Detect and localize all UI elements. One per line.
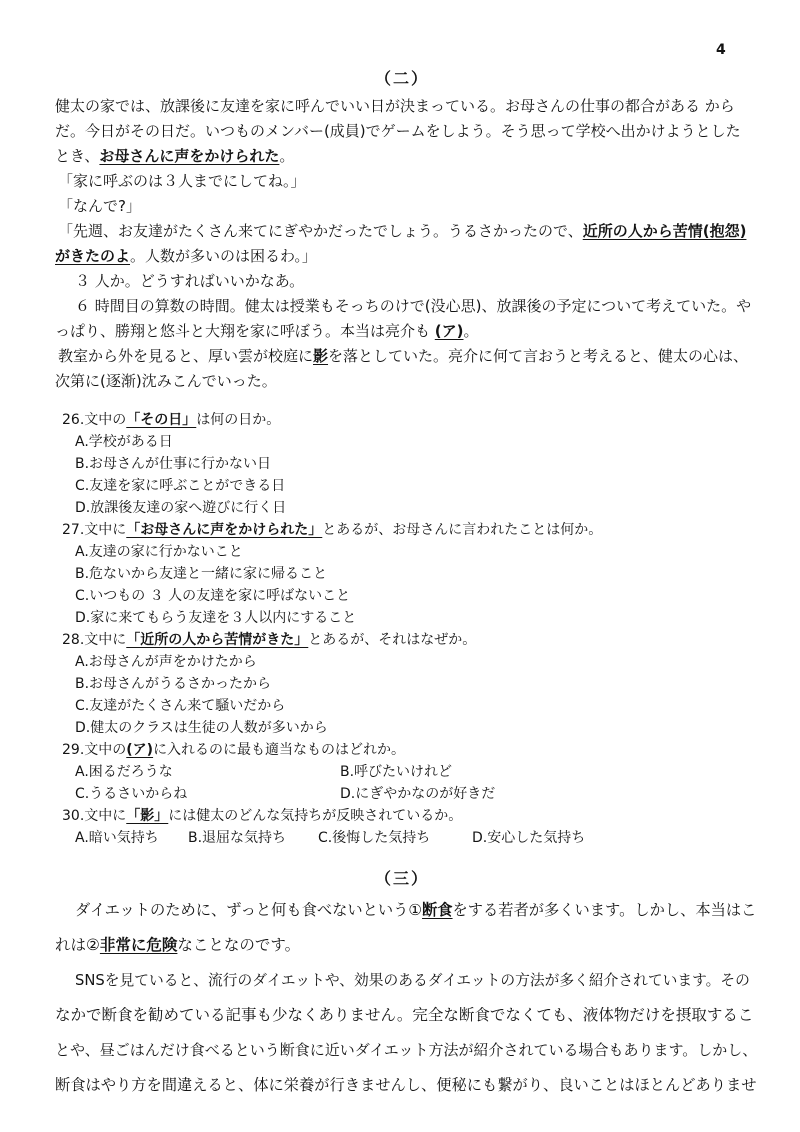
- underlined-phrase: 断食: [422, 901, 453, 919]
- blank-marker: (ア): [434, 322, 464, 340]
- quoted-phrase: 「近所の人から苦情がきた」: [126, 632, 309, 648]
- passage-line: 「なんで?」: [58, 197, 141, 215]
- passage-line: [58, 344, 748, 369]
- passage-line: [55, 319, 479, 344]
- quoted-phrase: 「お母さんに声をかけられた」: [126, 522, 323, 538]
- option-d: D.にぎやかなのが好きだ: [340, 786, 496, 802]
- text: には健太のどんな気持ちが反映されているか。: [168, 808, 463, 824]
- text: は何の日か。: [196, 412, 281, 428]
- option-b: B.呼びたいけれど: [340, 764, 453, 780]
- option-c: C.後悔した気持ち: [318, 830, 431, 846]
- text: 教室から外を見ると、厚い雲が校庭に: [58, 347, 314, 365]
- passage-line: ６ 時間目の算数の時間。健太は授業もそっちのけで(没心思)、放課後の予定について考えていた。や: [75, 297, 752, 315]
- text: 27.文中に: [62, 522, 127, 538]
- text: とき、: [55, 147, 100, 165]
- option-d: D.家に来てもらう友達を３人以内にすること: [75, 610, 357, 626]
- option-c: C.友達を家に呼ぶことができる日: [75, 478, 286, 494]
- passage-line: とや、昼ごはんだけ食べるという断食に近いダイエット方法が紹介されている場合もあります。しかし、: [55, 1041, 758, 1059]
- option-d: D.放課後友達の家へ遊びに行く日: [75, 500, 287, 516]
- question-stem: [62, 739, 405, 761]
- text: 。人数が多いのは困るわ。」: [130, 247, 317, 265]
- underlined-phrase: 影: [313, 347, 329, 365]
- passage-line: 断食はやり方を間違えると、体に栄養が行きませんし、便秘にも繋がり、良いことはほとんどありませ: [55, 1076, 757, 1094]
- option-a: A.学校がある日: [75, 434, 173, 450]
- section-2-heading: （二）: [375, 69, 430, 88]
- option-b: B.お母さんが仕事に行かない日: [75, 456, 272, 472]
- option-b: B.危ないから友達と一緒に家に帰ること: [75, 566, 328, 582]
- quoted-phrase: 「その日」: [126, 412, 197, 428]
- text: ダイエットのために、ずっと何も食べないという①: [75, 901, 423, 919]
- option-b: B.退屈な気持ち: [188, 830, 287, 846]
- passage-line: だ。今日がその日だ。いつものメンバー(成員)でゲームをしよう。そう思って学校へ出かけようとした: [55, 122, 741, 140]
- passage-line: 次第に(逐渐)沈みこんでいった。: [55, 372, 277, 390]
- text: っぱり、勝翔と悠斗と大翔を家に呼ぼう。本当は亮介も: [55, 322, 435, 340]
- text: 。: [279, 147, 295, 165]
- passage-line: [55, 144, 294, 169]
- passage-line: 健太の家では、放課後に友達を家に呼んでいい日が決まっている。お母さんの仕事の都合がある から: [55, 97, 735, 115]
- text: れは②: [55, 936, 100, 954]
- question-stem: [62, 805, 462, 827]
- text: をする若者が多くいます。しかし、本当はこ: [452, 901, 757, 919]
- question-stem: [62, 409, 280, 431]
- text: 30.文中に: [62, 808, 127, 824]
- text: 28.文中に: [62, 632, 127, 648]
- option-c: C.友達がたくさん来て騒いだから: [75, 698, 286, 714]
- underlined-phrase: 非常に危険: [99, 936, 178, 954]
- page-number: 4: [716, 42, 726, 58]
- passage-line: SNSを見ていると、流行のダイエットや、効果のあるダイエットの方法が多く紹介されています。その: [75, 972, 750, 989]
- question-stem: [62, 519, 602, 541]
- passage-line: 「家に呼ぶのは３人までにしてね。」: [58, 172, 306, 190]
- text: なことなのです。: [177, 936, 301, 954]
- passage-line: [75, 893, 756, 928]
- text: とあるが、お母さんに言われたことは何か。: [322, 522, 603, 538]
- passage-line: [55, 244, 317, 269]
- underlined-phrase: お母さんに声をかけられた: [99, 147, 280, 165]
- text: 29.文中の: [62, 742, 127, 758]
- blank-marker: (ア): [126, 742, 154, 758]
- option-c: C.いつもの ３ 人の友達を家に呼ばないこと: [75, 588, 351, 604]
- option-c: C.うるさいからね: [75, 786, 188, 802]
- option-a: A.友達の家に行かないこと: [75, 544, 243, 560]
- quoted-phrase: 「影」: [126, 808, 169, 824]
- passage-line: なかで断食を勧めている記事も少なくありません。完全な断食でなくても、液体物だけを摂取するこ: [55, 1006, 754, 1024]
- text: を落としていた。亮介に何て言おうと考えると、健太の心は、: [328, 347, 749, 365]
- text: とあるが、それはなぜか。: [308, 632, 477, 648]
- section-3-heading: （三）: [375, 869, 430, 888]
- option-a: A.暗い気持ち: [75, 830, 159, 846]
- text: 「先週、お友達がたくさん来てにぎやかだったでしょう。うるさかったので、: [58, 222, 583, 240]
- passage-line: [58, 219, 746, 244]
- option-a: A.お母さんが声をかけたから: [75, 654, 257, 670]
- option-d: D.安心した気持ち: [472, 830, 586, 846]
- passage-line: ３ 人か。どうすればいいかなあ。: [75, 272, 305, 290]
- underlined-phrase: がきたのよ: [55, 247, 131, 265]
- passage-line: [55, 928, 300, 963]
- option-a: A.困るだろうな: [75, 764, 173, 780]
- option-b: B.お母さんがうるさかったから: [75, 676, 272, 692]
- option-d: D.健太のクラスは生徒の人数が多いから: [75, 720, 328, 736]
- text: 。: [463, 322, 479, 340]
- underlined-phrase: 近所の人から苦情(抱怨): [582, 222, 747, 240]
- question-stem: [62, 629, 476, 651]
- text: に入れるのに最も適当なものはどれか。: [153, 742, 406, 758]
- text: 26.文中の: [62, 412, 127, 428]
